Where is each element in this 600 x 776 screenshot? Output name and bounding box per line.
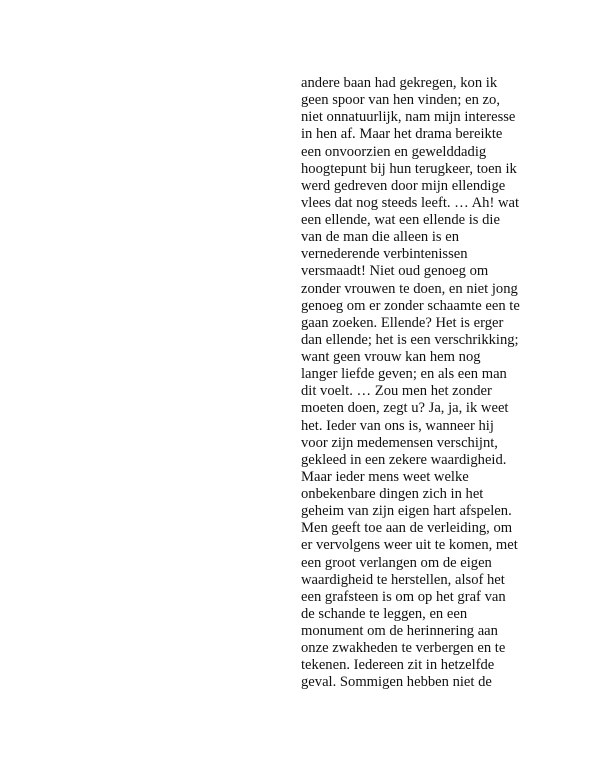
text-line: vlees dat nog steeds leeft. … Ah! wat bbox=[301, 194, 520, 211]
text-line: geval. Sommigen hebben niet de bbox=[301, 674, 492, 691]
text-line: gaan zoeken. Ellende? Het is erger bbox=[301, 314, 504, 331]
text-line: dit voelt. … Zou men het zonder bbox=[301, 383, 492, 400]
text-line: geen spoor van hen vinden; en zo, bbox=[301, 92, 500, 109]
text-line: gekleed in een zekere waardigheid. bbox=[301, 451, 507, 468]
text-line: Men geeft toe aan de verleiding, om bbox=[301, 520, 513, 537]
text-line: niet onnatuurlijk, nam mijn interesse bbox=[301, 109, 516, 126]
text-line: waardigheid te herstellen, alsof het bbox=[301, 571, 505, 588]
text-line: tekenen. Iedereen zit in hetzelfde bbox=[301, 657, 495, 674]
text-line: Maar ieder mens weet welke bbox=[301, 468, 469, 485]
text-line: de schande te leggen, en een bbox=[301, 605, 468, 622]
text-line: zonder vrouwen te doen, en niet jong bbox=[301, 280, 518, 297]
text-line: genoeg om er zonder schaamte een te bbox=[301, 297, 520, 314]
text-line: voor zijn medemensen verschijnt, bbox=[301, 434, 498, 451]
text-line: hoogtepunt bij hun terugkeer, toen ik bbox=[301, 160, 517, 177]
text-line: een ellende, wat een ellende is die bbox=[301, 212, 500, 228]
body-text bbox=[301, 75, 561, 692]
text-line: een onvoorzien en gewelddadig bbox=[301, 143, 487, 160]
text-line: want geen vrouw kan hem nog bbox=[301, 349, 481, 365]
text-line: het. Ieder van ons is, wanneer hij bbox=[301, 417, 494, 434]
text-line: andere baan had gekregen, kon ik bbox=[301, 75, 498, 91]
text-line: er vervolgens weer uit te komen, met bbox=[301, 537, 518, 554]
text-line: monument om de herinnering aan bbox=[301, 623, 498, 639]
text-line: dan ellende; het is een verschrikking; bbox=[301, 331, 519, 348]
text-line: moeten doen, zegt u? Ja, ja, ik weet bbox=[301, 400, 509, 417]
text-line: geheim van zijn eigen hart afspelen. bbox=[301, 503, 512, 520]
text-line: versmaadt! Niet oud genoeg om bbox=[301, 263, 489, 280]
text-line: werd gedreven door mijn ellendige bbox=[301, 177, 506, 194]
text-line: onze zwakheden te verbergen en te bbox=[301, 640, 506, 657]
text-line: een grafsteen is om op het graf van bbox=[301, 588, 506, 605]
text-line: onbekenbare dingen zich in het bbox=[301, 486, 484, 502]
text-line: in hen af. Maar het drama bereikte bbox=[301, 126, 503, 143]
text-line: van de man die alleen is en bbox=[301, 229, 460, 246]
text-line: langer liefde geven; en als een man bbox=[301, 366, 507, 383]
text-line: een groot verlangen om de eigen bbox=[301, 554, 492, 571]
text-line: vernederende verbintenissen bbox=[301, 246, 468, 263]
